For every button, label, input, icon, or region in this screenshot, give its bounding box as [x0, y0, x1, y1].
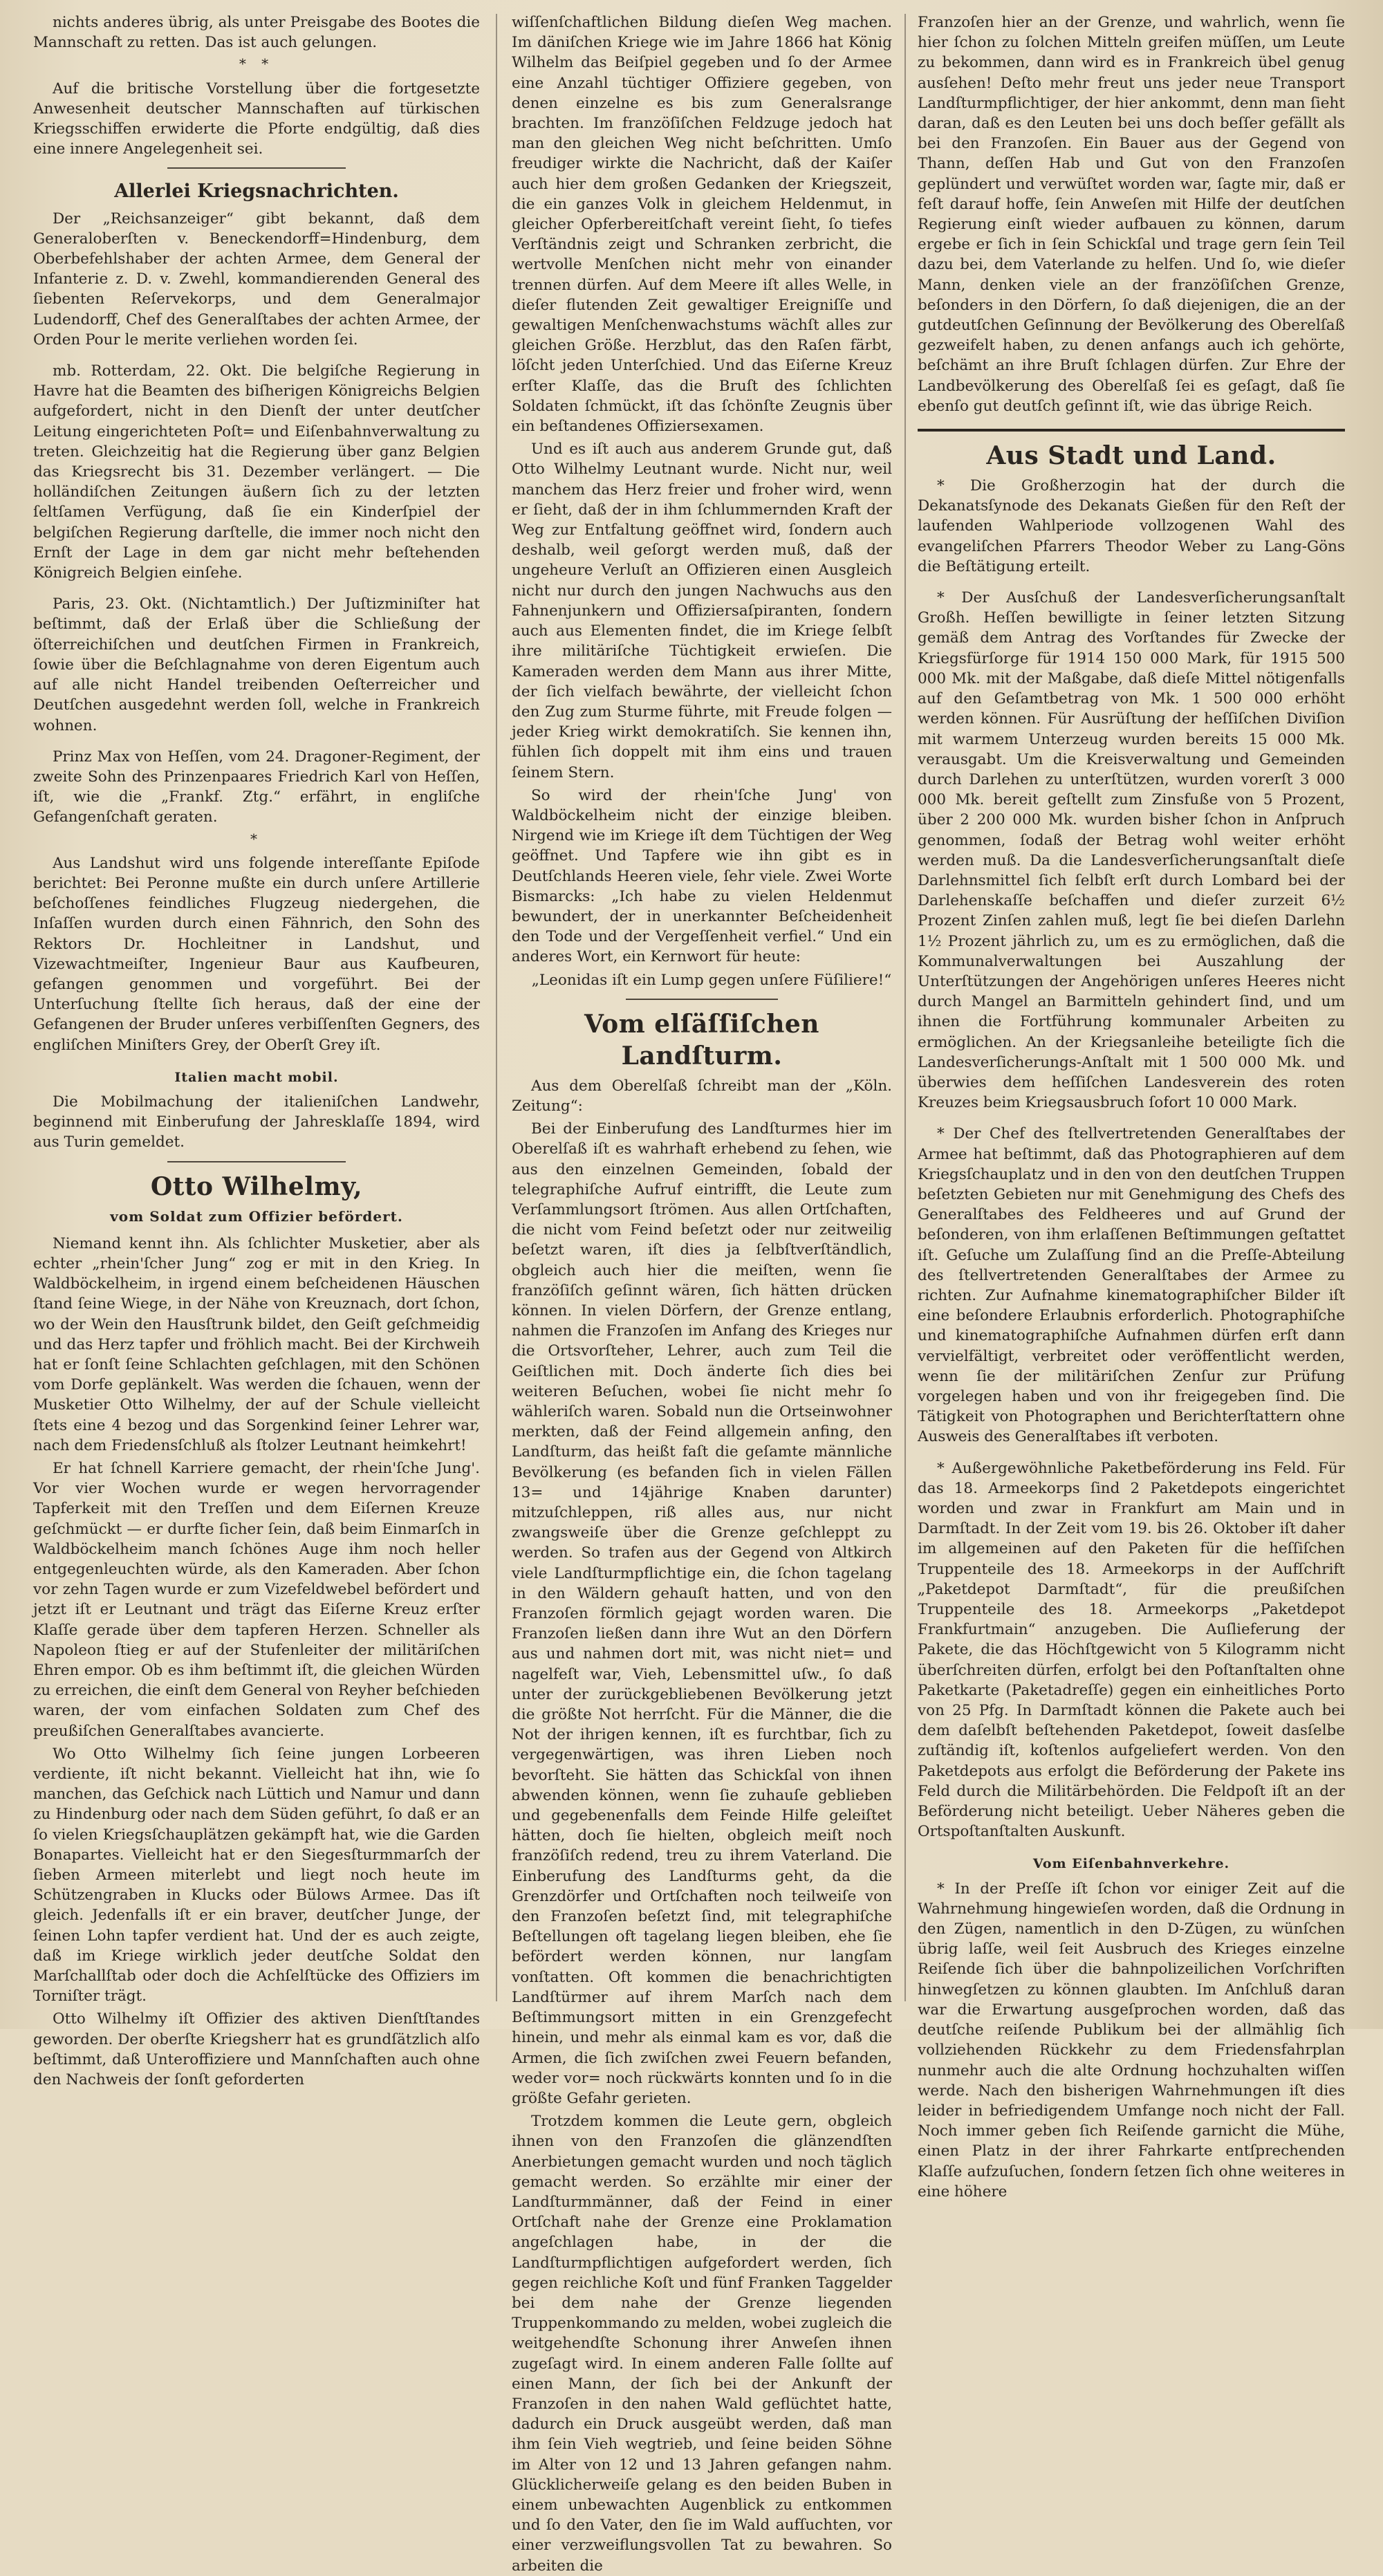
column-2 — [512, 12, 892, 2575]
paragraph: * Der Ausſchuß der Landesverſicherungsanſtalt Großh. Heſſen bewilligte in ſeiner letzten Sitzung gemäß dem Antrag des Vorſtandes für Zwecke der Kriegsfürſorge für 1914 150 000 Mark, für 1915 500 000 Mk. mit der Maßgabe, daß dieſe Mittel nötigenfalls auf den Geſamtbetrag von Mk. 1 500 000 erhöht werden können. Für Ausrüſtung der heſſiſchen Diviſion mit warmem Unterzeug wurden bereits 15 000 Mk. verausgabt. Um die Kreisverwaltung und Gemeinden durch Darlehen zu unterſtützen, wurden vorerſt 3 000 000 Mk. bereit geſtellt zum Zinsfuße von 5 Prozent, über 2 200 000 Mk. wurden bisher ſchon in Anſpruch genommen, ſodaß der Betrag wohl weiter erhöht werden muß. Da die Landesverſicherungsanſtalt dieſe Darlehnsmittel ſich ſelbſt erſt durch Lombard bei der Darlehenskaſſe beſchaffen und dieſer zurzeit 6½ Prozent Zinſen zahlen muß, legt ſie bei dieſen Darlehn 1½ Prozent jährlich zu, um es zu ermöglichen, daß die Kommunalverwaltungen bei Auszahlung der Unterſtützungen der Angehörigen unſeres Heeres nicht durch Mangel an Barmitteln gehindert ſind, und um ihnen die Fortführung kommunaler Arbeiten zu ermöglichen. An der Kriegsanleihe beteiligte ſich die Landesverſicherungs-Anſtalt mit 1 500 000 Mk. und überwies dem heſſiſchen Landesverein des roten Kreuzes beim Kriegsausbruch ſofort 10 000 Mark. — [918, 589, 1345, 1112]
paragraph: Bei der Einberufung des Landſturmes hier im Oberelſaß iſt es wahrhaft erhebend zu ſehen, wie aus den einzelnen Gemeinden, ſobald der telegraphiſche Aufruf eintrifft, die Leute zum Verſammlungsort ſtrömen. Aus allen Ortſchaften, die nicht vom Feind beſetzt oder nur zeitweilig beſetzt waren, iſt dies ja ſelbſtverſtändlich, obgleich auch hier die meiſten, wenn ſie franzöſiſch geſinnt wären, ſich hätten drücken können. In vielen Dörfern, der Grenze entlang, nahmen die Franzoſen im Anfang des Krieges nur die Ortsvorſteher, Lehrer, auch zum Teil die Geiſtlichen mit. Doch änderte ſich dies bei weiteren Beſuchen, wobei ſie nicht mehr ſo wähleriſch waren. Sobald nun die Ortseinwohner merkten, daß der Feind allgemein anfing, den Landſturm, das heißt faſt die geſamte männliche Bevölkerung (es befanden ſich in vielen Fällen 13= und 14jährige Knaben darunter) mitzuſchleppen, riß alles aus, nur nicht zwangsweiſe über die Grenze geſchleppt zu werden. So trafen aus der Gegend von Altkirch viele Landſturmpflichtige ein, die ſchon tagelang in den Wäldern gehauſt hatten, und von den Franzoſen förmlich gejagt worden waren. Die Franzoſen ließen dann ihre Wut an den Dörfern aus und nahmen dort mit, was nicht niet= und nagelfeſt war, Vieh, Lebensmittel uſw., ſo daß unter der zurückgebliebenen Bevölkerung jetzt die größte Not herrſcht. Für die Männer, die die Not der ihrigen kennen, iſt es furchtbar, ſich zu vergegenwärtigen, was ihren Lieben noch bevorſteht. Sie hätten das Schickſal von ihnen abwenden können, wenn ſie zuhauſe geblieben und gegebenenfalls dem Feinde Hilfe geleiſtet hätten, doch ſie hielten, obgleich meiſt noch franzöſiſch redend, treu zu ihrem Vaterland. Die Einberufung des Landſturms geht, da die Grenzdörfer und Ortſchaften noch teilweiſe von den Franzoſen beſetzt ſind, mit telegraphiſche Beſtellungen oft tagelang liegen bleiben, ehe ſie befördert werden können, nur langſam vonſtatten. Oft kommen die benachrichtigten Landſtürmer auf ihrem Marſch nach dem Beſtimmungsort mitten in ein Grenzgefecht hinein, und mehr als einmal kam es vor, daß die Armen, die ſich zwiſchen zwei Feuern befanden, weder vor= noch rückwärts konnten und ſo in die größte Gefahr gerieten. — [512, 1120, 892, 2107]
divider — [167, 1161, 346, 1162]
quote: „Leonidas iſt ein Lump gegen unſere Füſiliere!“ — [531, 971, 892, 989]
paragraph: Die Mobilmachung der italieniſchen Landwehr, beginnend mit Einberufung der Jahresklaſſe 1894, wird aus Turin gemeldet. — [33, 1093, 480, 1151]
paragraph: mb. Rotterdam, 22. Okt. Die belgiſche Regierung in Havre hat die Beamten des biſherigen Königreichs Belgien aufgefordert, nicht in den Dienſt der unter deutſcher Leitung eingerichteten Poſt= und Eiſenbahnverwaltung zu treten. Gleichzeitig hat die Regierung über ganz Belgien das Kriegsrecht bis 31. Dezember verlängert. — Die holländiſchen Zeitungen äußern ſich zu der letzten ſeltſamen Verfügung, daß ſie ein Kinderſpiel der belgiſchen Regierung darſtelle, die immer noch nicht den Ernſt der Lage in dem gar nicht mehr beſtehenden Königreich Belgien einſehe. — [33, 362, 480, 582]
subheadline-otto-wilhelmy: vom Soldat zum Offizier befördert. — [110, 1207, 403, 1225]
paragraph: Paris, 23. Okt. (Nichtamtlich.) Der Juſtizminiſter hat beſtimmt, daß der Erlaß über die Schließung der öſterreichiſchen und deutſchen Firmen in Frankreich, ſowie über die Beſchlagnahme von deren Eigentum auch auf alle nicht Handel treibenden Oeſterreicher und Deutſchen ausgedehnt werden ſoll, welche in Frankreich wohnen. — [33, 595, 480, 734]
paragraph: So wird der rhein'ſche Jung' von Waldböckelheim nicht der einzige bleiben. Nirgend wie im Kriege iſt dem Tüchtigen der Weg geöffnet. Und Tapfere wie ihn gibt es in Deutſchlands Heeren viele, ſehr viele. Zwei Worte Bismarcks: „Ich habe zu vielen Heldenmut bewundert, der in unerkannter Beſcheidenheit den Tode und der Vergeſſenheit verfiel.“ Und ein anderes Wort, ein Kernwort für heute: — [512, 786, 892, 966]
paragraph: Auf die britische Vorstellung über die fortgesetzte Anwesenheit deutscher Mannschaften auf türkischen Kriegsschiffen erwiderte die Pforte endgültig, daß dies eine innere Angelegenheit sei. — [33, 80, 480, 158]
paragraph: Und es iſt auch aus anderem Grunde gut, daß Otto Wilhelmy Leutnant wurde. Nicht nur, weil manchem das Herz freier und froher wird, wenn er ſieht, daß der in ihm ſchlummernden Kraft der Weg zur Entfaltung geöffnet wird, ſondern auch deshalb, weil geſorgt werden muß, daß der ungeheure Verluſt an Offizieren einen Ausgleich nicht nur durch den jungen Nachwuchs aus den Fahnenjunkern und Offiziersaſpiranten, ſondern auch aus Elementen findet, die im Kriege ſelbſt ihre militäriſche Tüchtigkeit erwieſen. Die Kameraden werden dem Mann aus ihrer Mitte, der ſich vielfach bewährte, der vielleicht ſchon den Zug zum Sturme führte, mit Freude folgen — jeder Krieg wirkt demokratiſch. Sie kennen ihn, fühlen ſich doppelt mit ihm eins und trauen ſeinem Stern. — [512, 441, 892, 781]
paragraph: Trotzdem kommen die Leute gern, obgleich ihnen von den Franzoſen die glänzendſten Anerbietungen gemacht wurden und noch täglich gemacht werden. So erzählte mir einer der Landſturmmänner, daß der Feind in einer Ortſchaft nahe der Grenze eine Proklamation angeſchlagen habe, in der die Landſturmpflichtigen aufgefordert werden, ſich gegen reichliche Koſt und fünf Franken Taggelder bei dem nahe der Grenze liegenden Truppenkommando zu melden, wobei zugleich die weitgehendſte Schonung ihrer Anweſen ihnen zugeſagt wird. In einem anderen Falle ſollte auf einen Mann, der ſich bei der Ankunft der Franzoſen in den nahen Wald geflüchtet hatte, dadurch ein Druck ausgeübt werden, daß man ihm ſein Vieh wegtrieb, und ſeine beiden Söhne im Alter von 12 und 13 Jahren gefangen nahm. Glücklicherweiſe gelang es den beiden Buben in einem unbewachten Augenblick zu entkommen und ſo den Vater, den ſie im Wald aufſuchten, vor einer verzweiflungsvollen Tat zu bewahren. So arbeiten die — [512, 2113, 892, 2575]
paragraph: Aus Landshut wird uns folgende intereſſante Epiſode berichtet: Bei Peronne mußte ein durch unſere Artillerie beſchoſſenes feindliches Flugzeug niedergehen, die Inſaſſen wurden durch einen Fähnrich, den Sohn des Rektors Dr. Hochleitner in Landshut, und Vizewachtmeiſter, Ingenieur Baur aus Kaufbeuren, gefangen genommen und vorgeführt. Bei der Unterſuchung ſtellte ſich heraus, daß der eine der Gefangenen der Bruder unſeres verbiſſenſten Gegners, des engliſchen Miniſters Grey, der Oberſt Grey iſt. — [33, 854, 480, 1054]
column-rule-2 — [904, 14, 906, 2001]
paragraph: Franzoſen hier an der Grenze, und wahrlich, wenn ſie hier ſchon zu ſolchen Mitteln greifen müſſen, um Leute zu bekommen, dann wird es in Frankreich übel genug ausſehen! Deſto mehr freut uns jeder neue Transport Landſturmpflichtiger, der hier ankommt, denn man ſieht daran, daß es den Leuten bei uns doch beſſer gefällt als bei den Franzoſen. Ein Bauer aus der Gegend von Thann, deſſen Hab und Gut von den Franzoſen geplündert und verwüſtet worden war, ſagte mir, daß er feſt darauf hoffe, ſein Anweſen mit Hilfe der deutſchen Regierung einſt wieder aufbauen zu können, darum ergebe er ſich in ſein Schickſal und trage gern ſein Teil dazu bei, dem Vaterlande zu helfen. Und ſo, wie dieſer Mann, denken viele an der franzöſiſchen Grenze, beſonders in den Dörfern, ſo daß diejenigen, die an der gutdeutſchen Geſinnung der Bevölkerung des Oberelſaß gezweifelt haben, zu denen anfangs auch ich gehörte, beſchämt an ihre Bruſt ſchlagen dürfen. Zur Ehre der Landbevölkerung des Oberelſaß ſei es geſagt, daß ſie ebenſo gut deutſch geſinnt iſt, wie das übrige Reich. — [918, 14, 1345, 415]
paragraph: nichts anderes übrig, als unter Preisgabe des Bootes die Mannschaft zu retten. Das ist auch gelungen. — [33, 14, 480, 52]
paragraph: * Der Chef des ſtellvertretenden Generalſtabes der Armee hat beſtimmt, daß das Photographieren auf dem Kriegsſchauplatz und in den von den deutſchen Truppen beſetzten Gebieten nur mit Genehmigung des Chefs des Generalſtabes des Feldheeres und auf Grund der beſonderen, von ihm erlaſſenen Beſtimmungen geſtattet iſt. Geſuche um Zulaſſung ſind an die Preſſe-Abteilung des ſtellvertretenden Generalſtabes der Armee zu richten. Zur Aufnahme kinematographiſcher Bilder iſt eine beſondere Erlaubnis erforderlich. Photographiſche und kinematographiſche Aufnahmen dürfen erſt dann vervielfältigt, verbreitet oder veröffentlicht werden, wenn ſie der militäriſchen Zenſur zur Prüfung vorgelegen haben und von ihr freigegeben ſind. Die Tätigkeit von Photographen und Berichterſtattern ohne Ausweis des Generalſtabes iſt verboten. — [918, 1125, 1345, 1446]
paragraph: Niemand kennt ihn. Als ſchlichter Musketier, aber als echter „rhein'ſcher Jung“ zog er mit in den Krieg. In Waldböckelheim, in irgend einem beſcheidenen Häuschen ſtand ſeine Wiege, in der Nähe von Kreuznach, dort ſchon, wo der Wein den Hausſtrunk bildet, den Geiſt geſchmeidig und das Herz tapfer und fröhlich macht. Bei der Kirchweih hat er ſonſt ſeine Schlachten geſchlagen, mit den Schönen vom Dorfe geplänkelt. Was werden die ſchauen, wenn der Musketier Otto Wilhelmy, der auf der Schule vielleicht ſtets eine 4 bezog und das Sorgenkind ſeiner Lehrer war, nach dem Friedensſchluß als ſtolzer Leutnant heimkehrt! — [33, 1234, 480, 1454]
headline-otto-wilhelmy: Otto Wilhelmy, — [150, 1171, 363, 1201]
paragraph: Der „Reichsanzeiger“ gibt bekannt, daß dem Generaloberſten v. Beneckendorff=Hindenburg, dem Oberbefehlshaber der achten Armee, dem General der Infanterie z. D. v. Zwehl, kommandierenden General des ſiebenten Reſervekorps, und dem Generalmajor Ludendorff, Chef des Generalſtabes der achten Armee, der Orden Pour le merite verliehen worden ſei. — [33, 210, 480, 349]
divider — [918, 429, 1345, 432]
paragraph: Er hat ſchnell Karriere gemacht, der rhein'ſche Jung'. Vor vier Wochen wurde er wegen hervorragender Tapferkeit mit den Treſſen und dem Eiſernen Kreuze geſchmückt — er durfte ſicher ſein, daß beim Einmarſch in Waldböckelheim manch ſchönes Auge ihm noch heller entgegenleuchten würde, als den Kameraden. Aber ſchon vor zehn Tagen wurde er zum Vizefeldwebel befördert und jetzt iſt er Leutnant und trägt das Eiſerne Kreuz erſter Klaſſe gerade über dem tapferen Herzen. Schneller als Napoleon ſtieg er auf der Stufenleiter der militäriſchen Ehren empor. Ob es ihm beſtimmt iſt, die gleichen Würden zu erreichen, die einſt dem General von Reyher beſchieden waren, der vom einfachen Soldaten zum Chef des preußiſchen Generalſtabes avancierte. — [33, 1460, 480, 1740]
divider — [167, 167, 346, 169]
paragraph: wiſſenſchaftlichen Bildung dieſen Weg machen. Im däniſchen Kriege wie im Jahre 1866 hat König Wilhelm das Beiſpiel gegeben und ſo der Armee eine Anzahl tüchtiger Offiziere gegeben, von denen einzelne es bis zum Generalsrange brachten. Im franzöſiſchen Feldzuge jedoch hat man den gleichen Weg nicht beſchritten. Umſo freudiger wirkte die Nachricht, daß der Kaiſer auch hier dem großen Gedanken der Kriegszeit, die ein ganzes Volk in gleichem Heldenmut, in gleicher Opferbereitſchaft vereint ſieht, ſo tiefes Verſtändnis zeigt und Schranken zerbricht, die wertvolle Menſchen nicht mehr von einander trennen dürfen. Auf dem Meere iſt alles Welle, in dieſer flutenden Zeit gewaltiger Ereigniſſe und gewaltigen Menſchenwachstums wächſt alles zur gleichen Größe. Herzblut, das den Raſen färbt, löſcht jeden Unterſchied. Und das Eiſerne Kreuz erſter Klaſſe, das die Bruſt des ſchlichten Soldaten ſchmückt, iſt das ſchönſte Zeugnis über ein beſtandenes Offiziersexamen. — [512, 14, 892, 436]
paragraph: * Außergewöhnliche Paketbeförderung ins Feld. Für das 18. Armeekorps ſind 2 Paketdepots eingerichtet worden und zwar in Frankfurt am Main und in Darmſtadt. In der Zeit vom 19. bis 26. Oktober iſt daher im allgemeinen auf den Paketen für die heſſiſchen Truppenteile des 18. Armeekorps in der Aufſchrift „Paketdepot Darmſtadt“, für die preußiſchen Truppenteile des 18. Armeekorps „Paketdepot Frankfurtmain“ anzugeben. Die Auſlieferung der Pakete, die das Höchſtgewicht von 5 Kilogramm nicht überſchreiten dürfen, erfolgt bei den Poſtanſtalten ohne Paketkarte (Paketadreſſe) gegen ein einheitliches Porto von 25 Pfg. In Darmſtadt können die Pakete auch bei dem daſelbſt beſtehenden Paketdepot, ſoweit dasſelbe zuſtändig iſt, koſtenlos aufgeliefert werden. Von den Paketdepots aus erfolgt die Beförderung der Pakete ins Feld durch die Militärbehörden. Die Feldpoſt iſt an der Beförderung nicht beteiligt. Ueber Näheres geben die Ortspoſtanſtalten Auskunft. — [918, 1459, 1345, 1841]
column-1 — [33, 12, 480, 2089]
subheadline-italien: Italien macht mobil. — [174, 1069, 339, 1085]
separator-stars: * * — [239, 55, 275, 73]
paragraph: Wo Otto Wilhelmy ſich ſeine jungen Lorbeeren verdiente, iſt nicht bekannt. Vielleicht hat ihn, wie ſo manchen, das Geſchick nach Lüttich und Namur und dann zu Hindenburg oder nach dem Süden geführt, ſo daß er an ſo vielen Kriegsſchauplätzen gekämpft hat, wie die Garden Bonapartes. Vielleicht hat er den Siegesſturmmarſch der ſieben Armeen miterlebt und liegt noch heute im Schützengraben in Klucks oder Bülows Armee. Das iſt gleich. Jedenfalls iſt er ein braver, deutſcher Junge, der ſeinen Lohn tapfer verdient hat. Und der es auch zeigte, daß im Kriege wirklich jeder deutſche Soldat den Marſchallſtab oder doch die Achſelſtücke des Offiziers im Torniſter trägt. — [33, 1745, 480, 2005]
headline-aus-stadt-und-land: Aus Stadt und Land. — [986, 441, 1277, 471]
column-rule-1 — [496, 14, 497, 2001]
headline-landsturm: Vom elſäſſiſchen Landſturm. — [584, 1009, 819, 1071]
separator-stars: * — [250, 830, 263, 847]
divider — [626, 999, 778, 1000]
subheadline-eisenbahnverkehr: Vom Eiſenbahnverkehre. — [1032, 1856, 1230, 1872]
paragraph: Aus dem Oberelſaß ſchreibt man der „Köln. Zeitung“: — [512, 1077, 892, 1115]
paragraph: Otto Wilhelmy iſt Offizier des aktiven Dienſtſtandes geworden. Der oberſte Kriegsherr hat es grundſätzlich alſo beſtimmt, daß Unteroffiziere und Mannſchaften auch ohne den Nachweis der ſonſt geforderten — [33, 2010, 480, 2089]
paragraph: * In der Preſſe iſt ſchon vor einiger Zeit auf die Wahrnehmung hingewieſen worden, daß die Ordnung in den Zügen, namentlich in den D-Zügen, zu wünſchen übrig laſſe, weil ſeit Ausbruch des Krieges einzelne Reiſende ſich über die bahnpolizeilichen Vorſchriften hinwegſetzen zu können glaubten. Im Anſchluß daran war die Erwartung ausgeſprochen worden, daß das deutſche reiſende Publikum bei der allmählig ſich vollziehenden Rückkehr zu dem Friedensfahrplan nunmehr auch die alte Ordnung hochzuhalten wiſſen werde. Nach den bisherigen Wahrnehmungen iſt dies leider in befriedigendem Umfange noch nicht der Fall. Noch immer geben ſich Reiſende garnicht die Mühe, einen Platz in der ihrer Fahrkarte entſprechenden Klaſſe aufzuſuchen, ſondern ſetzen ſich ohne weiteres in eine höhere — [918, 1880, 1345, 2200]
column-3 — [918, 12, 1345, 2200]
headline-kriegsnachrichten: Allerlei Kriegsnachrichten. — [114, 180, 399, 203]
paragraph: Prinz Max von Heſſen, vom 24. Dragoner-Regiment, der zweite Sohn des Prinzenpaares Friedrich Karl von Heſſen, iſt, wie die „Frankf. Ztg.“ erfährt, in engliſche Gefangenſchaft geraten. — [33, 748, 480, 826]
paragraph: * Die Großherzogin hat der durch die Dekanatsſynode des Dekanats Gießen für den Reſt der laufenden Wahlperiode vollzogenen Wahl des evangeliſchen Pfarrers Theodor Weber zu Lang-Göns die Beſtätigung erteilt. — [918, 477, 1345, 575]
